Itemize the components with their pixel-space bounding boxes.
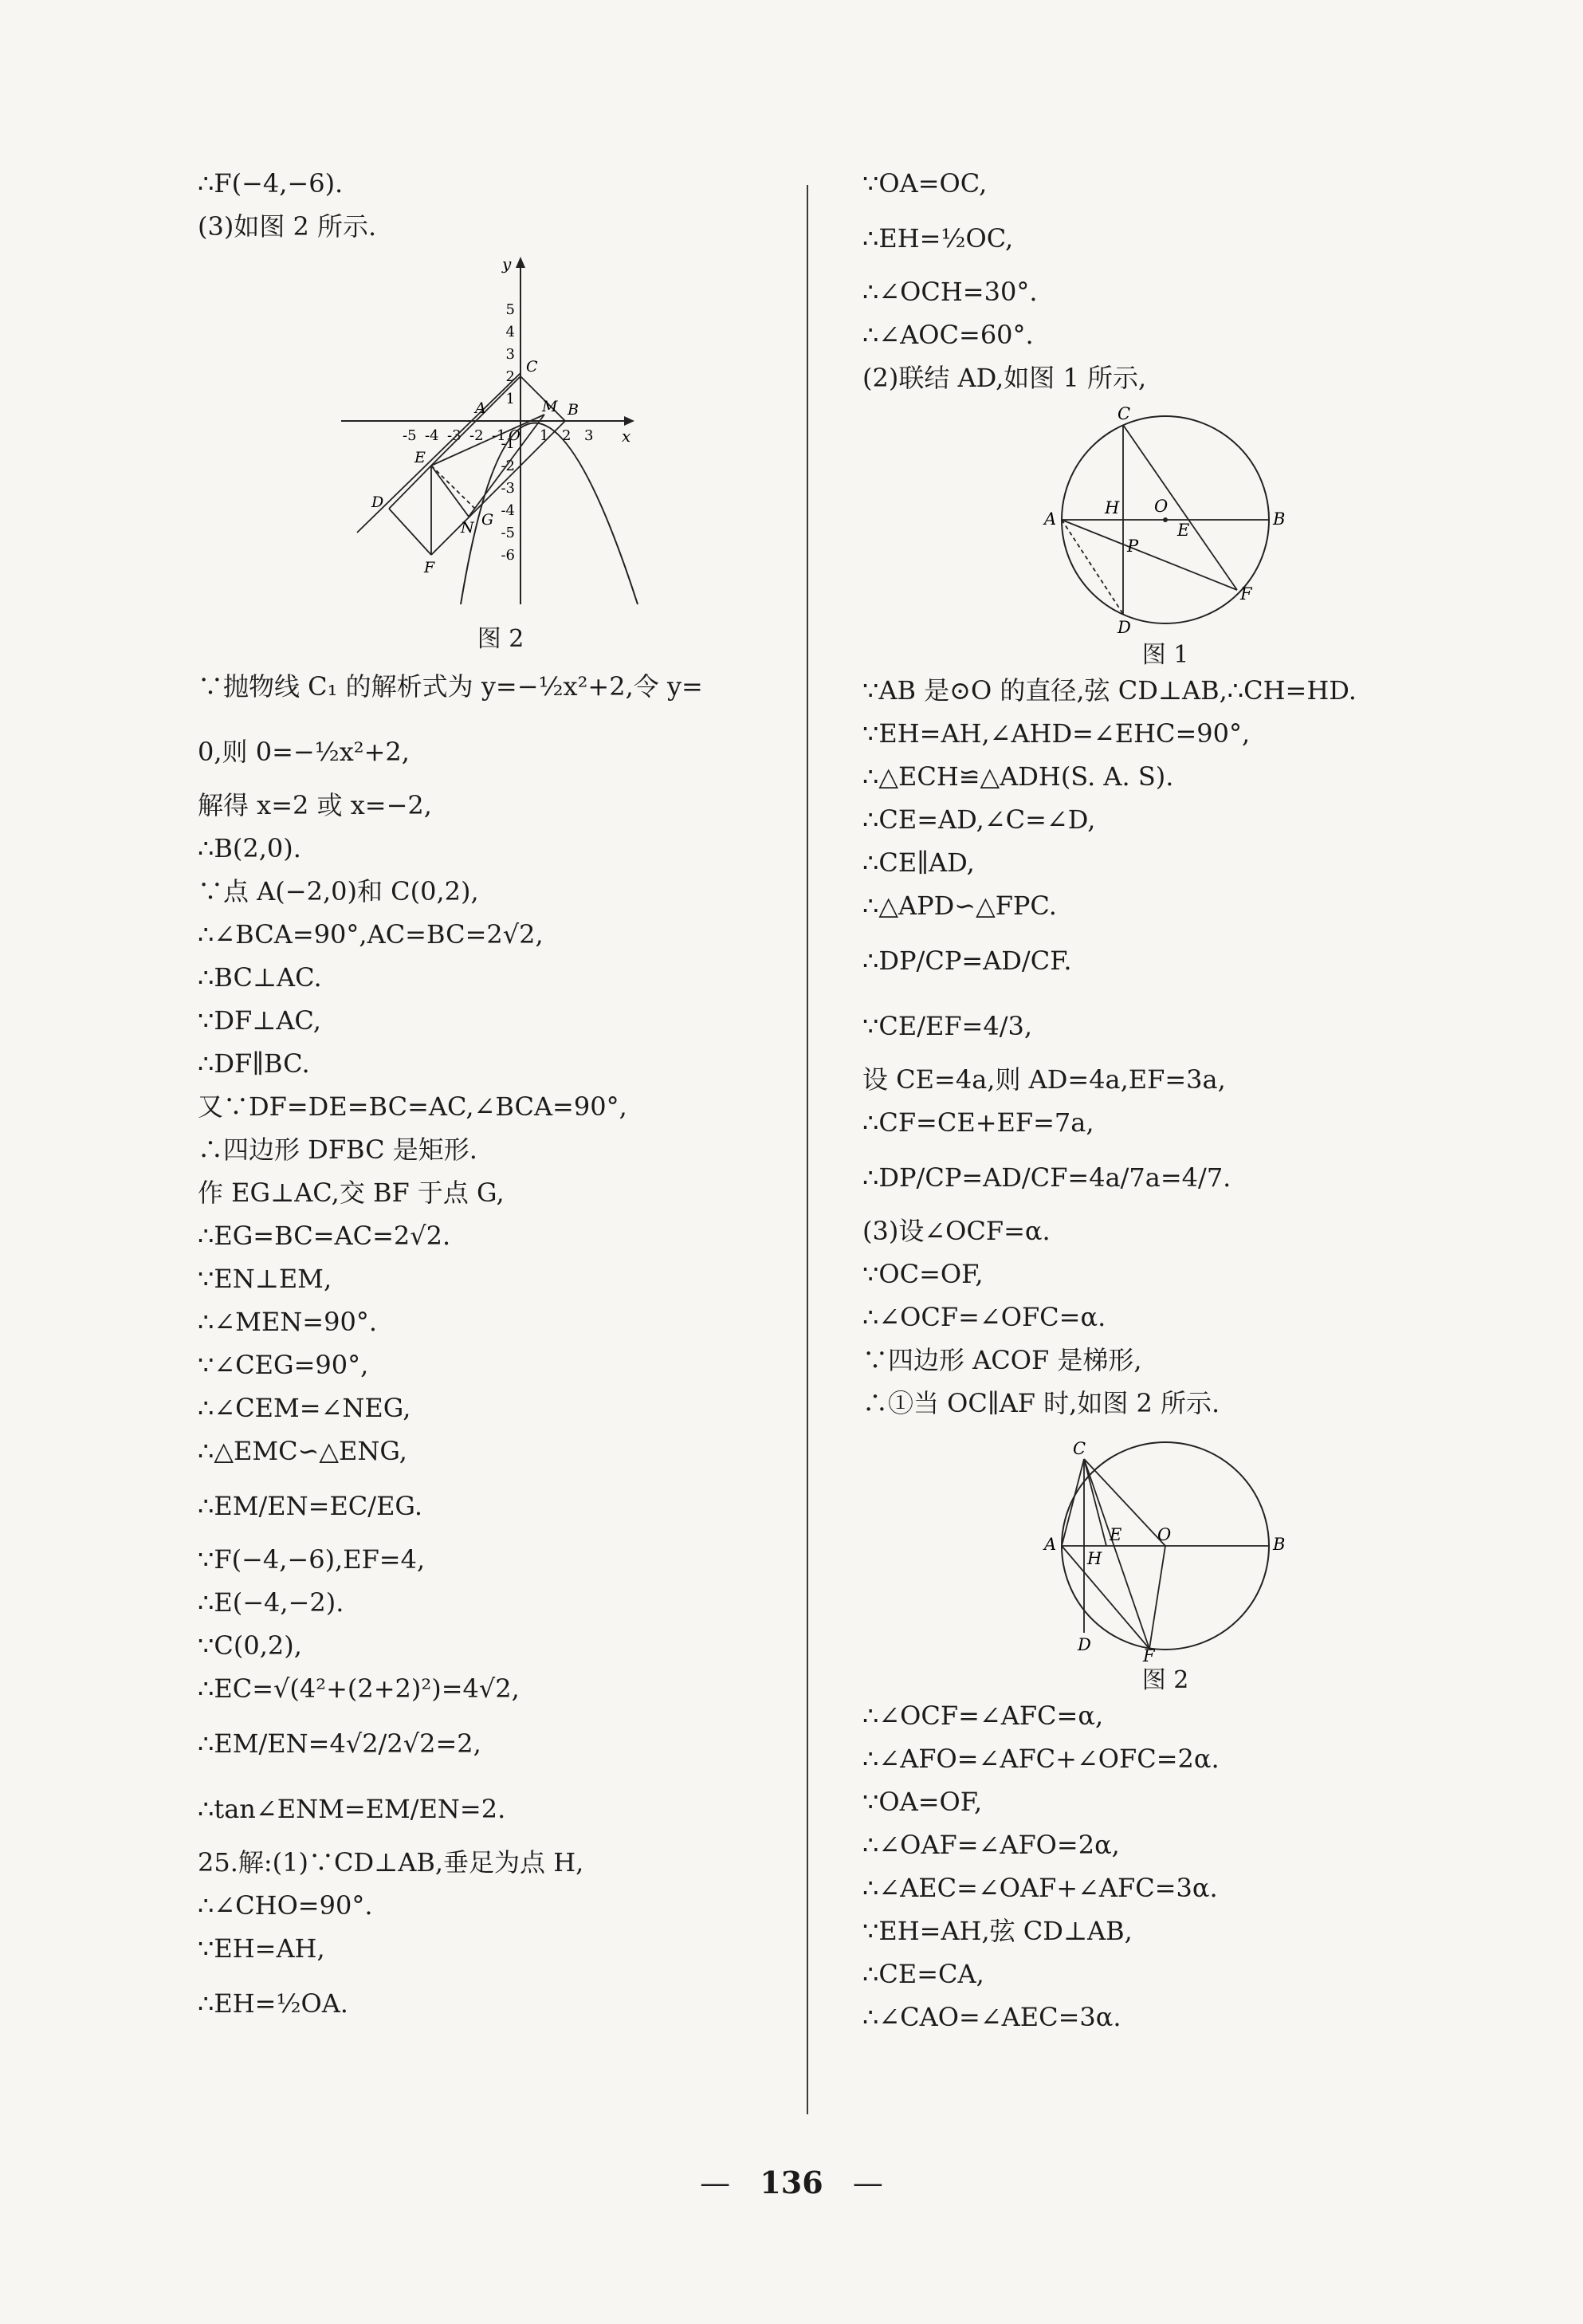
text-line: ∴△APD∽△FPC. xyxy=(862,891,1057,921)
text-line: ∴EM/EN=EC/EG. xyxy=(198,1491,423,1521)
text-line: ∵抛物线 C₁ 的解析式为 y=−½x²+2,令 y= xyxy=(198,671,703,702)
text-line: ∵OA=OF, xyxy=(862,1787,983,1817)
text-line: ∴△ECH≌△ADH(S. A. S). xyxy=(862,761,1174,792)
x-tick-label: -5 xyxy=(403,427,417,444)
page-footer xyxy=(0,2165,1583,2200)
y-tick-label: -2 xyxy=(501,458,515,474)
text-line: ∵OC=OF, xyxy=(862,1259,984,1289)
text-line: ∴∠OAF=∠AFO=2α, xyxy=(862,1830,1120,1860)
text-line: ∴EH=½OA. xyxy=(198,1988,348,2019)
page-number: 136 xyxy=(760,2165,823,2200)
text-line: ∵EN⊥EM, xyxy=(198,1264,332,1294)
point-label: E xyxy=(1177,521,1190,540)
text-line: ∴CE=AD,∠C=∠D, xyxy=(862,804,1096,835)
y-tick-label: -6 xyxy=(501,547,515,564)
text-line: ∴EH=½OC, xyxy=(862,223,1014,254)
point-label: O xyxy=(1154,497,1169,516)
text-line: ∴四边形 DFBC 是矩形. xyxy=(198,1134,477,1165)
text-line: 作 EG⊥AC,交 BF 于点 G, xyxy=(198,1178,505,1208)
text-line: ∴CE∥AD, xyxy=(862,847,975,878)
text-line: ∴①当 OC∥AF 时,如图 2 所示. xyxy=(862,1388,1220,1418)
text-line: ∴∠AEC=∠OAF+∠AFC=3α. xyxy=(862,1873,1218,1903)
line-EG xyxy=(431,466,477,510)
point-label: F xyxy=(1143,1646,1155,1661)
point-label: E xyxy=(1110,1525,1122,1544)
text-line: ∴E(−4,−2). xyxy=(198,1587,344,1618)
y-tick-label: -1 xyxy=(501,435,515,452)
point-label: D xyxy=(1118,618,1131,636)
column-divider xyxy=(807,185,808,2114)
point-label: D xyxy=(1078,1635,1091,1654)
line-AD xyxy=(1062,520,1123,614)
point-label: B xyxy=(568,401,579,419)
y-tick-label: 4 xyxy=(505,324,515,340)
point-label: A xyxy=(1044,1535,1057,1554)
x-tick-label: -3 xyxy=(447,427,462,444)
x-tick-label: O xyxy=(509,427,520,444)
text-line: 又∵DF=DE=BC=AC,∠BCA=90°, xyxy=(198,1091,627,1122)
point-label: C xyxy=(1073,1439,1086,1458)
y-tick-label: -4 xyxy=(501,502,515,519)
text-line: ∴EM/EN=4√2/2√2=2, xyxy=(198,1728,481,1759)
text-line: ∴∠CHO=90°. xyxy=(198,1890,373,1921)
footer-dash: — xyxy=(700,2165,731,2200)
right-column xyxy=(862,167,1468,2044)
text-line: ∴DP/CP=AD/CF. xyxy=(862,946,1072,976)
y-axis-arrow xyxy=(516,257,525,268)
point-label: O xyxy=(1157,1525,1172,1544)
text-line: ∵AB 是⊙O 的直径,弦 CD⊥AB,∴CH=HD. xyxy=(862,675,1357,706)
circle-figure-2 xyxy=(1038,1430,1293,1661)
point-label: G xyxy=(481,511,494,529)
text-line: ∴∠OCH=30°. xyxy=(862,277,1038,307)
text-line: ∵EH=AH,∠AHD=∠EHC=90°, xyxy=(862,718,1251,749)
point-label: M xyxy=(542,398,558,415)
text-line: ∴∠CEM=∠NEG, xyxy=(198,1393,411,1423)
x-axis-arrow xyxy=(624,416,634,426)
point-label: A xyxy=(1044,509,1057,529)
point-label: B xyxy=(1273,509,1286,529)
text-line: ∴EC=√(4²+(2+2)²)=4√2, xyxy=(198,1673,520,1704)
y-tick-label: 2 xyxy=(505,368,515,385)
text-line: ∵点 A(−2,0)和 C(0,2), xyxy=(198,876,479,906)
circle-diagram-1 xyxy=(1038,405,1293,636)
text-line: ∴∠AOC=60°. xyxy=(862,320,1034,350)
line-DF xyxy=(389,509,431,555)
point-label: D xyxy=(371,494,384,511)
text-line: ∵C(0,2), xyxy=(198,1630,302,1661)
parabola-figure xyxy=(341,254,660,620)
text-line: ∴∠OCF=∠OFC=α. xyxy=(862,1302,1106,1332)
text-line: 0,则 0=−½x²+2, xyxy=(198,737,410,767)
x-tick-label: 3 xyxy=(584,427,594,444)
text-line: ∴DP/CP=AD/CF=4a/7a=4/7. xyxy=(862,1162,1231,1193)
line-OF xyxy=(1149,1546,1165,1649)
x-tick-label: 1 xyxy=(540,427,549,444)
circle-diagram-2 xyxy=(1038,1430,1293,1661)
y-axis-label: y xyxy=(502,254,512,273)
y-tick-label: 3 xyxy=(505,346,515,363)
text-line: ∴△EMC∽△ENG, xyxy=(198,1436,407,1466)
text-line: ∴∠BCA=90°,AC=BC=2√2, xyxy=(198,919,544,950)
y-tick-label: -5 xyxy=(501,525,515,541)
text-line: 设 CE=4a,则 AD=4a,EF=3a, xyxy=(862,1064,1226,1095)
point-label: N xyxy=(461,519,474,537)
footer-dash: — xyxy=(852,2165,883,2200)
point-label: C xyxy=(1118,405,1131,423)
text-line: (2)联结 AD,如图 1 所示, xyxy=(862,363,1147,393)
y-tick-label: 5 xyxy=(505,301,515,318)
text-line: ∴CE=CA, xyxy=(862,1959,984,1989)
y-tick-label: -3 xyxy=(501,480,515,497)
chord-CF xyxy=(1123,425,1237,590)
figure-caption: 图 1 xyxy=(1141,641,1189,669)
point-label: H xyxy=(1087,1549,1102,1568)
text-line: ∴DF∥BC. xyxy=(198,1048,310,1079)
text-line: ∴CF=CE+EF=7a, xyxy=(862,1107,1094,1138)
point-label: F xyxy=(424,559,435,576)
x-tick-label: 2 xyxy=(562,427,572,444)
text-line: ∵∠CEG=90°, xyxy=(198,1350,369,1380)
circle-figure-1 xyxy=(1038,405,1293,636)
text-line: 25.解:(1)∵CD⊥AB,垂足为点 H, xyxy=(198,1847,584,1878)
line-CE xyxy=(1084,1459,1106,1546)
point-label: E xyxy=(414,449,426,466)
y-tick-label: 1 xyxy=(505,391,515,407)
left-column xyxy=(198,167,803,2041)
x-tick-label: -2 xyxy=(469,427,484,444)
line-EN xyxy=(431,466,469,517)
text-line: ∴∠MEN=90°. xyxy=(198,1307,377,1337)
text-line: (3)如图 2 所示. xyxy=(198,211,377,242)
parabola-diagram xyxy=(341,254,660,620)
x-tick-label: -1 xyxy=(492,427,506,444)
text-line: ∴∠OCF=∠AFC=α, xyxy=(862,1701,1104,1731)
text-line: ∵EH=AH,弦 CD⊥AB, xyxy=(862,1916,1133,1946)
figure-caption: 图 2 xyxy=(1141,1666,1189,1694)
point-label: P xyxy=(1127,537,1139,556)
line-ED xyxy=(389,466,431,509)
text-line: ∴tan∠ENM=EM/EN=2. xyxy=(198,1794,506,1824)
text-line: ∵OA=OC, xyxy=(862,168,988,199)
text-line: ∴BC⊥AC. xyxy=(198,962,322,993)
x-tick-label: -4 xyxy=(425,427,439,444)
center-dot xyxy=(1163,517,1168,522)
line-CA xyxy=(1062,1459,1084,1546)
text-line: ∵DF⊥AC, xyxy=(198,1005,321,1036)
text-line: (3)设∠OCF=α. xyxy=(862,1216,1051,1246)
text-line: ∴B(2,0). xyxy=(198,833,301,863)
text-line: ∵四边形 ACOF 是梯形, xyxy=(862,1345,1142,1375)
text-line: ∴EG=BC=AC=2√2. xyxy=(198,1221,451,1251)
text-line: 解得 x=2 或 x=−2, xyxy=(198,790,432,820)
point-label: A xyxy=(475,399,486,417)
line-AF xyxy=(1062,520,1237,590)
point-label: F xyxy=(1240,584,1252,604)
text-line: ∵F(−4,−6),EF=4, xyxy=(198,1544,426,1575)
point-label: C xyxy=(526,358,538,376)
x-axis-label: x xyxy=(622,427,631,446)
text-line: ∵EH=AH, xyxy=(198,1933,325,1964)
point-label: H xyxy=(1105,498,1120,517)
text-line: ∵CE/EF=4/3, xyxy=(862,1011,1033,1041)
text-line: ∴∠CAO=∠AEC=3α. xyxy=(862,2002,1121,2032)
text-line: ∴∠AFO=∠AFC+∠OFC=2α. xyxy=(862,1744,1220,1774)
line-CO xyxy=(1084,1459,1165,1546)
text-line: ∴F(−4,−6). xyxy=(198,168,344,199)
figure-caption: 图 2 xyxy=(477,625,524,653)
point-label: B xyxy=(1273,1535,1286,1554)
